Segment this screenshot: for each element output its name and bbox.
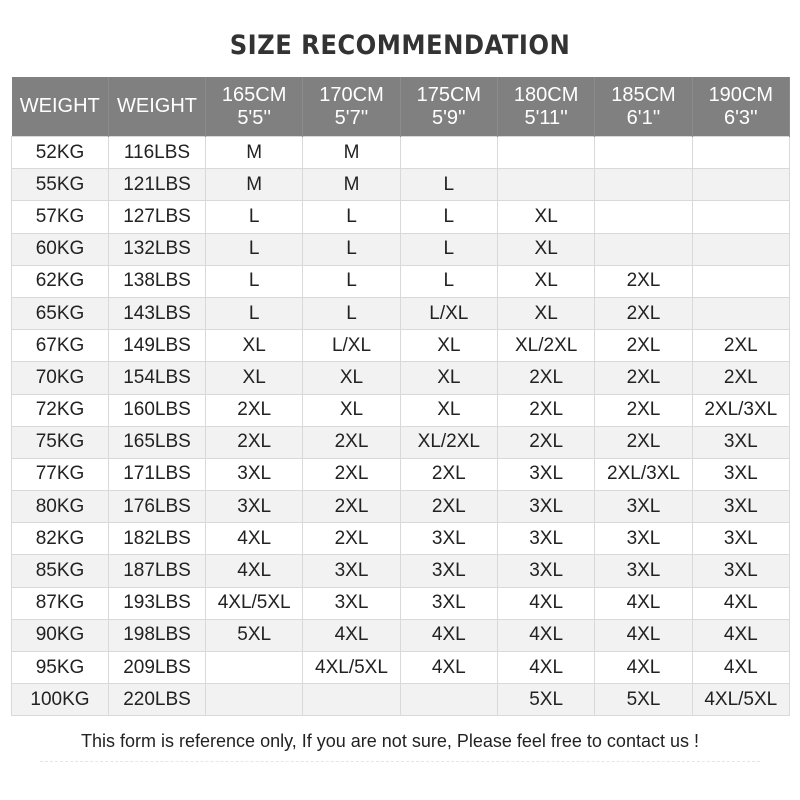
size-cell: 4XL/5XL	[303, 652, 400, 684]
column-header-secondary: 5'7''	[334, 106, 369, 129]
weight-lbs-cell: 182LBS	[109, 523, 206, 555]
size-cell: 3XL	[497, 458, 594, 490]
size-cell: 3XL	[303, 587, 400, 619]
size-cell: L/XL	[303, 330, 400, 362]
weight-kg-cell: 72KG	[12, 394, 109, 426]
size-cell: 5XL	[206, 619, 303, 651]
column-header	[303, 77, 400, 137]
size-cell	[400, 137, 497, 169]
size-cell: 2XL	[303, 426, 400, 458]
weight-kg-cell: 52KG	[12, 137, 109, 169]
table-row	[12, 394, 790, 426]
weight-kg-cell: 87KG	[12, 587, 109, 619]
column-header-secondary: 5'9''	[431, 106, 466, 129]
size-cell: 3XL	[400, 523, 497, 555]
size-cell: 2XL	[303, 523, 400, 555]
table-row	[12, 458, 790, 490]
weight-lbs-cell: 154LBS	[109, 362, 206, 394]
size-cell: 4XL/5XL	[692, 684, 789, 716]
size-cell: 3XL	[400, 587, 497, 619]
page-title: SIZE RECOMMENDATION	[229, 30, 571, 61]
size-cell: 2XL	[497, 426, 594, 458]
size-cell: 4XL	[206, 523, 303, 555]
size-cell: L	[400, 233, 497, 265]
size-cell: 2XL	[692, 362, 789, 394]
column-header-primary: WEIGHT	[117, 95, 197, 117]
size-cell	[692, 233, 789, 265]
size-cell: 4XL	[206, 555, 303, 587]
table-row	[12, 265, 790, 297]
weight-lbs-cell: 132LBS	[109, 233, 206, 265]
weight-kg-cell: 77KG	[12, 458, 109, 490]
size-cell: 2XL	[206, 394, 303, 426]
size-cell	[692, 201, 789, 233]
size-cell: 3XL	[595, 491, 692, 523]
size-cell: 4XL	[692, 587, 789, 619]
weight-lbs-cell: 209LBS	[109, 652, 206, 684]
size-cell	[400, 684, 497, 716]
size-cell: L	[206, 265, 303, 297]
weight-kg-cell: 90KG	[12, 619, 109, 651]
size-cell: M	[206, 137, 303, 169]
size-cell: 4XL	[497, 619, 594, 651]
table-row	[12, 619, 790, 651]
size-cell	[595, 233, 692, 265]
column-header-secondary: 5'11''	[524, 106, 568, 129]
weight-lbs-cell: 160LBS	[109, 394, 206, 426]
table-row	[12, 201, 790, 233]
size-cell: 3XL	[692, 458, 789, 490]
size-cell: XL	[206, 330, 303, 362]
size-cell: 2XL	[595, 330, 692, 362]
weight-lbs-cell: 176LBS	[109, 491, 206, 523]
size-cell: M	[303, 169, 400, 201]
size-cell	[206, 652, 303, 684]
size-cell: 2XL/3XL	[595, 458, 692, 490]
size-cell: 5XL	[595, 684, 692, 716]
size-cell	[206, 684, 303, 716]
weight-kg-cell: 100KG	[12, 684, 109, 716]
weight-lbs-cell: 193LBS	[109, 587, 206, 619]
column-header-primary: 190CM	[708, 83, 774, 106]
size-cell: 4XL	[692, 652, 789, 684]
size-table	[11, 77, 790, 716]
weight-kg-cell: 70KG	[12, 362, 109, 394]
size-cell: L	[400, 169, 497, 201]
size-cell: 2XL	[595, 394, 692, 426]
column-header	[497, 77, 594, 137]
footer-divider	[40, 761, 760, 762]
size-cell: 2XL	[400, 458, 497, 490]
size-cell: 2XL	[595, 426, 692, 458]
weight-kg-cell: 67KG	[12, 330, 109, 362]
weight-lbs-cell: 171LBS	[109, 458, 206, 490]
size-cell: 2XL	[692, 330, 789, 362]
size-cell: 2XL	[303, 491, 400, 523]
size-cell: 2XL/3XL	[692, 394, 789, 426]
size-cell: M	[303, 137, 400, 169]
weight-kg-cell: 85KG	[12, 555, 109, 587]
size-cell: XL	[400, 394, 497, 426]
size-cell: XL	[400, 330, 497, 362]
column-header	[206, 77, 303, 137]
column-header-primary: WEIGHT	[19, 95, 100, 117]
column-header	[12, 77, 109, 137]
size-cell: 3XL	[206, 458, 303, 490]
size-cell: 4XL	[400, 619, 497, 651]
size-cell	[692, 265, 789, 297]
size-cell: XL	[206, 362, 303, 394]
size-cell: 3XL	[595, 523, 692, 555]
size-cell: 4XL	[595, 587, 692, 619]
footer-note: This form is reference only, If you are not sure, Please feel free to contact us !	[81, 731, 699, 751]
size-cell: XL	[497, 297, 594, 329]
size-cell	[595, 137, 692, 169]
size-cell: 2XL	[400, 491, 497, 523]
size-cell: 4XL	[692, 619, 789, 651]
weight-lbs-cell: 187LBS	[109, 555, 206, 587]
table-row	[12, 137, 790, 169]
size-cell: 3XL	[400, 555, 497, 587]
size-cell: 3XL	[303, 555, 400, 587]
size-cell: 3XL	[692, 523, 789, 555]
size-cell	[595, 201, 692, 233]
size-cell: 4XL	[497, 587, 594, 619]
size-cell: 4XL	[303, 619, 400, 651]
column-header-secondary: 6'3''	[723, 106, 758, 129]
size-cell: 3XL	[497, 491, 594, 523]
size-cell: 2XL	[303, 458, 400, 490]
size-cell: 4XL	[400, 652, 497, 684]
size-cell: 2XL	[595, 362, 692, 394]
size-cell: 3XL	[692, 555, 789, 587]
size-cell: 2XL	[595, 265, 692, 297]
column-header	[692, 77, 789, 137]
size-cell: 4XL	[595, 619, 692, 651]
table-row	[12, 587, 790, 619]
column-header	[400, 77, 497, 137]
column-header-primary: 185CM	[611, 83, 676, 106]
size-cell: L	[303, 233, 400, 265]
size-cell: 3XL	[497, 523, 594, 555]
table-row	[12, 233, 790, 265]
weight-lbs-cell: 165LBS	[109, 426, 206, 458]
size-cell: 2XL	[595, 297, 692, 329]
size-cell: L	[400, 265, 497, 297]
size-cell: 2XL	[206, 426, 303, 458]
column-header-primary: 180CM	[513, 83, 579, 106]
weight-kg-cell: 62KG	[12, 265, 109, 297]
size-cell	[497, 137, 594, 169]
weight-kg-cell: 80KG	[12, 491, 109, 523]
size-cell: 3XL	[497, 555, 594, 587]
weight-kg-cell: 57KG	[12, 201, 109, 233]
size-cell: XL	[303, 362, 400, 394]
size-cell: 2XL	[497, 394, 594, 426]
table-row	[12, 330, 790, 362]
size-cell	[692, 297, 789, 329]
table-row	[12, 652, 790, 684]
column-header-secondary: 6'1''	[626, 106, 661, 129]
weight-kg-cell: 82KG	[12, 523, 109, 555]
weight-lbs-cell: 127LBS	[109, 201, 206, 233]
size-cell: 4XL/5XL	[206, 587, 303, 619]
header-row	[12, 77, 790, 137]
weight-lbs-cell: 149LBS	[109, 330, 206, 362]
size-cell: L	[206, 233, 303, 265]
table-body	[12, 137, 790, 716]
weight-lbs-cell: 116LBS	[109, 137, 206, 169]
size-cell: 3XL	[595, 555, 692, 587]
table-row	[12, 362, 790, 394]
size-cell: L	[206, 297, 303, 329]
size-cell: L	[303, 297, 400, 329]
column-header-primary: 175CM	[416, 83, 482, 106]
weight-kg-cell: 60KG	[12, 233, 109, 265]
weight-lbs-cell: 220LBS	[109, 684, 206, 716]
size-cell	[303, 684, 400, 716]
size-cell: L	[303, 201, 400, 233]
table-row	[12, 491, 790, 523]
size-cell	[595, 169, 692, 201]
size-cell: 3XL	[692, 491, 789, 523]
table-row	[12, 684, 790, 716]
table-row	[12, 297, 790, 329]
size-cell: XL	[303, 394, 400, 426]
column-header	[109, 77, 206, 137]
size-cell: L/XL	[400, 297, 497, 329]
size-cell	[692, 137, 789, 169]
weight-lbs-cell: 198LBS	[109, 619, 206, 651]
weight-lbs-cell: 138LBS	[109, 265, 206, 297]
column-header-primary: 165CM	[221, 83, 287, 106]
size-cell	[692, 169, 789, 201]
size-cell: 3XL	[206, 491, 303, 523]
size-cell: 4XL	[497, 652, 594, 684]
size-cell: M	[206, 169, 303, 201]
size-cell: 2XL	[497, 362, 594, 394]
size-cell: L	[400, 201, 497, 233]
size-cell: L	[303, 265, 400, 297]
size-cell: XL	[400, 362, 497, 394]
weight-lbs-cell: 143LBS	[109, 297, 206, 329]
table-row	[12, 169, 790, 201]
table-row	[12, 426, 790, 458]
column-header-primary: 170CM	[319, 83, 384, 106]
size-cell: 3XL	[692, 426, 789, 458]
size-cell	[497, 169, 594, 201]
size-cell: XL	[497, 233, 594, 265]
size-cell: XL/2XL	[400, 426, 497, 458]
size-cell: 5XL	[497, 684, 594, 716]
table-row	[12, 555, 790, 587]
size-cell: L	[206, 201, 303, 233]
size-cell: XL	[497, 201, 594, 233]
weight-lbs-cell: 121LBS	[109, 169, 206, 201]
column-header-secondary: 5'5''	[237, 106, 272, 129]
weight-kg-cell: 55KG	[12, 169, 109, 201]
table-row	[12, 523, 790, 555]
size-cell: XL	[497, 265, 594, 297]
weight-kg-cell: 75KG	[12, 426, 109, 458]
size-cell: 4XL	[595, 652, 692, 684]
column-header	[595, 77, 692, 137]
weight-kg-cell: 65KG	[12, 297, 109, 329]
table-header	[12, 77, 790, 137]
weight-kg-cell: 95KG	[12, 652, 109, 684]
size-cell: XL/2XL	[497, 330, 594, 362]
